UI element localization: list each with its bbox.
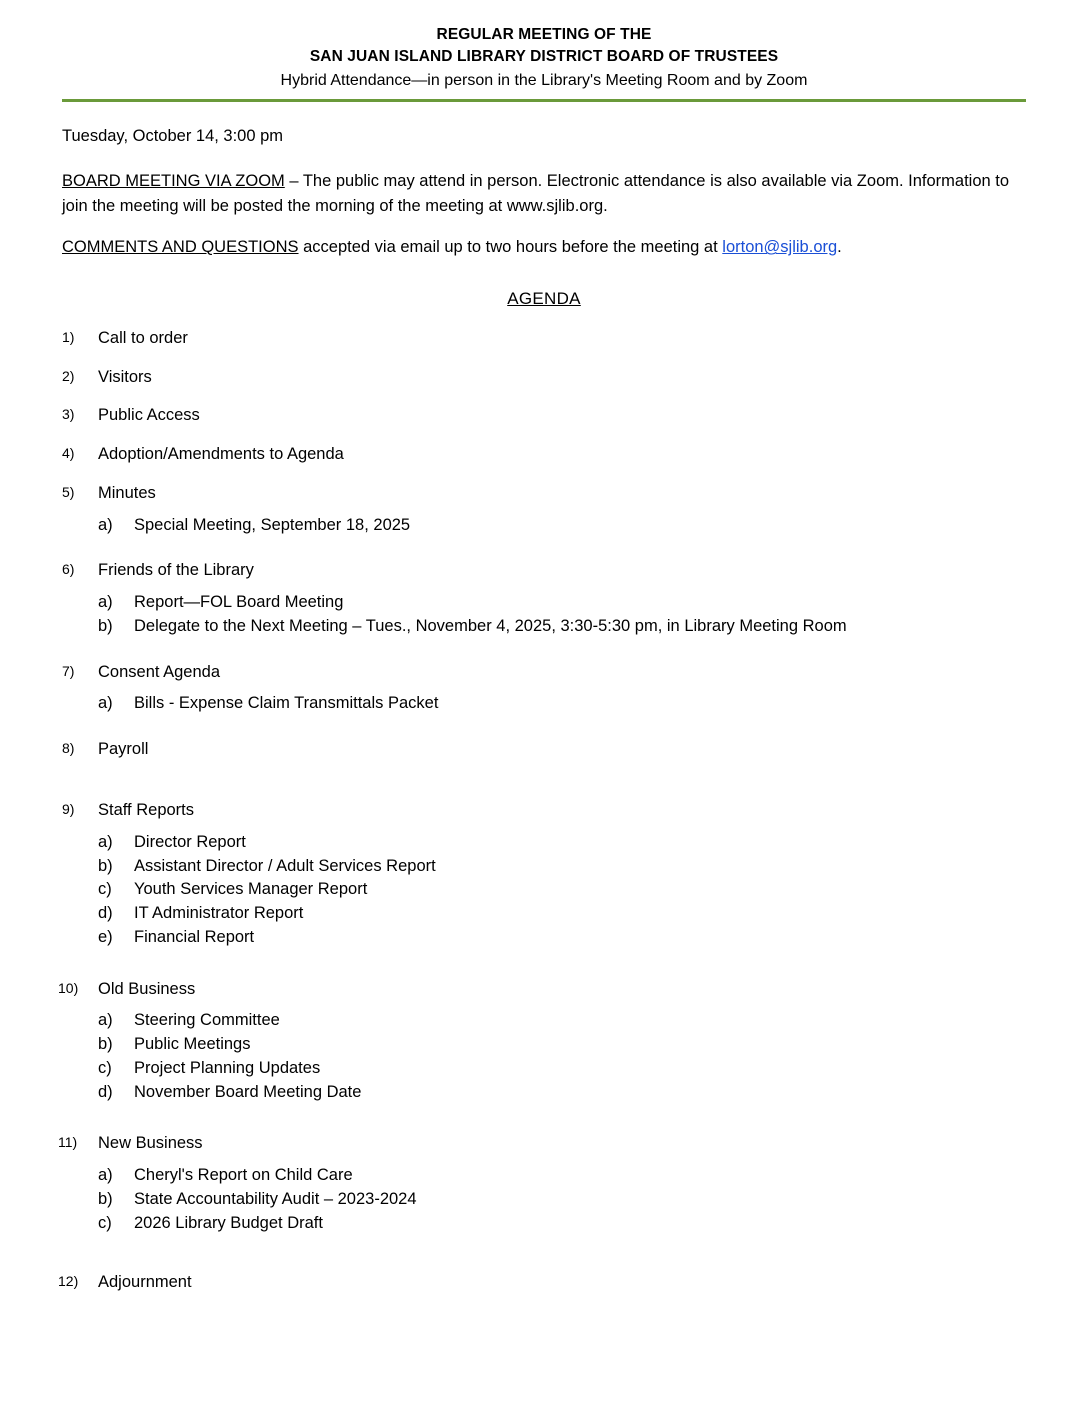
- agenda-item-label: Staff Reports: [98, 801, 194, 819]
- agenda-sub-item: [98, 1033, 1026, 1056]
- agenda-sub-label: Report—FOL Board Meeting: [134, 593, 344, 612]
- agenda-sub-letter: a): [98, 515, 113, 534]
- agenda-item-label: Consent Agenda: [98, 662, 221, 681]
- agenda-sub-letter: e): [98, 927, 113, 946]
- agenda-item-label: Adjournment: [98, 1273, 192, 1292]
- agenda-sub-label: Steering Committee: [134, 1011, 280, 1030]
- agenda-sub-item: [98, 926, 1026, 949]
- agenda-item: [58, 1270, 1026, 1295]
- zoom-notice: [62, 169, 1026, 219]
- agenda-sub-item: [98, 1081, 1026, 1104]
- agenda-item: [62, 798, 1026, 949]
- agenda-item-number: 7): [62, 662, 75, 679]
- agenda-item: [62, 365, 1026, 390]
- agenda-item-number: 1): [62, 328, 75, 345]
- agenda-sub-item: [98, 1009, 1026, 1032]
- agenda-sub-letter: b): [98, 1035, 113, 1054]
- agenda-item: [62, 442, 1026, 467]
- agenda-sub-letter: a): [98, 1166, 113, 1185]
- agenda-item-label: Payroll: [98, 740, 149, 759]
- agenda-sub-item: [98, 831, 1026, 854]
- agenda-sub-label: Financial Report: [134, 927, 255, 946]
- agenda-item-label: Minutes: [98, 483, 156, 502]
- agenda-sub-label: Director Report: [134, 832, 246, 851]
- agenda-sub-item: [98, 615, 1026, 638]
- agenda-item: [62, 326, 1026, 351]
- agenda-item-number: 6): [62, 561, 75, 578]
- agenda-sub-label: Bills - Expense Claim Transmittals Packet: [134, 694, 439, 713]
- meeting-datetime: Tuesday, October 14, 3:00 pm: [62, 127, 284, 146]
- agenda-sub-letter: a): [98, 832, 113, 851]
- agenda-sub-label: State Accountability Audit – 2023-2024: [134, 1189, 417, 1208]
- agenda-item-number: 4): [62, 445, 75, 462]
- agenda-sub-label: Delegate to the Next Meeting – Tues., November 4, 2025, 3:30-5:30 pm, in Library Meeting Room: [134, 616, 847, 635]
- agenda-sub-item: [98, 1212, 1026, 1235]
- agenda-sub-label: Cheryl's Report on Child Care: [134, 1166, 353, 1185]
- agenda-sub-letter: d): [98, 904, 113, 923]
- agenda-sub-letter: b): [98, 1189, 113, 1208]
- agenda-item-number: 8): [62, 740, 75, 757]
- agenda-sub-item: [98, 902, 1026, 925]
- agenda-item-number: 5): [62, 483, 75, 500]
- agenda-sub-item: [98, 878, 1026, 901]
- agenda-sub-label: 2026 Library Budget Draft: [134, 1213, 323, 1232]
- agenda-item-number: 11): [58, 1134, 78, 1151]
- agenda-sub-label: Public Meetings: [134, 1035, 251, 1054]
- header-line-2: SAN JUAN ISLAND LIBRARY DISTRICT BOARD OF TRUSTEES: [309, 48, 779, 66]
- agenda-sub-list: [98, 831, 1026, 949]
- comments-notice: [62, 235, 1026, 260]
- agenda-title: AGENDA: [507, 289, 581, 309]
- agenda-item: [58, 977, 1026, 1104]
- header-line-3: Hybrid Attendance—in person in the Library's Meeting Room and by Zoom: [280, 71, 808, 89]
- agenda-sub-list: [98, 1009, 1026, 1103]
- agenda-sub-label: November Board Meeting Date: [134, 1082, 362, 1101]
- agenda-sub-list: [98, 514, 1026, 537]
- document-header: [62, 24, 1026, 92]
- agenda-sub-letter: c): [98, 1213, 112, 1232]
- agenda-sub-letter: a): [98, 694, 113, 713]
- agenda-sub-item: [98, 1164, 1026, 1187]
- agenda-item-number: 12): [58, 1273, 79, 1290]
- agenda-sub-label: Special Meeting, September 18, 2025: [134, 515, 411, 534]
- agenda-item: [62, 737, 1026, 762]
- agenda-item: [62, 481, 1026, 537]
- agenda-item-label: Visitors: [98, 367, 152, 386]
- agenda-item-label: Public Access: [98, 406, 200, 425]
- zoom-notice-label: BOARD MEETING VIA ZOOM: [62, 172, 285, 191]
- agenda-sub-label: Youth Services Manager Report: [134, 880, 368, 899]
- agenda-item-label: Adoption/Amendments to Agenda: [98, 445, 344, 464]
- agenda-item-label: Old Business: [98, 979, 196, 998]
- header-divider: [62, 99, 1026, 102]
- comments-notice-text-after: .: [837, 238, 842, 257]
- agenda-sub-list: [98, 692, 1026, 715]
- agenda-sub-letter: c): [98, 1058, 112, 1077]
- agenda-item: [62, 660, 1026, 716]
- agenda-sub-letter: a): [98, 1011, 113, 1030]
- agenda-sub-item: [98, 591, 1026, 614]
- agenda-item-number: 2): [62, 367, 75, 384]
- agenda-sub-list: [98, 591, 1026, 638]
- agenda-item-number: 9): [62, 801, 75, 817]
- agenda-sub-item: [98, 855, 1026, 878]
- agenda-sub-label: IT Administrator Report: [134, 904, 304, 923]
- agenda-item: [58, 1131, 1026, 1234]
- agenda-sub-item: [98, 1188, 1026, 1211]
- contact-email-link[interactable]: lorton@sjlib.org: [722, 238, 838, 257]
- agenda-item-label: Friends of the Library: [98, 561, 254, 580]
- comments-notice-label: COMMENTS AND QUESTIONS: [62, 238, 299, 257]
- document-body: [58, 124, 1026, 1295]
- zoom-notice-text: – The public may attend in person. Electronic attendance is also available via Zoom. Information to join the meeting will be posted the morning of the meeting at www.sjlib.org.: [62, 172, 1010, 216]
- agenda-item-number: 10): [58, 979, 79, 996]
- agenda-sub-letter: d): [98, 1082, 113, 1101]
- agenda-sub-list: [98, 1164, 1026, 1234]
- agenda-item-label: Call to order: [98, 328, 188, 347]
- agenda-sub-item: [98, 514, 1026, 537]
- agenda-sub-letter: a): [98, 593, 113, 612]
- agenda-item: [62, 403, 1026, 428]
- header-line-1: REGULAR MEETING OF THE: [436, 26, 652, 43]
- agenda-sub-letter: c): [98, 880, 112, 899]
- agenda-item-number: 3): [62, 406, 75, 423]
- agenda-item: [62, 558, 1026, 637]
- agenda-sub-label: Assistant Director / Adult Services Report: [134, 856, 436, 875]
- agenda-item-label: New Business: [98, 1134, 203, 1153]
- agenda-sub-letter: b): [98, 856, 113, 875]
- agenda-sub-label: Project Planning Updates: [134, 1058, 321, 1077]
- agenda-sub-item: [98, 692, 1026, 715]
- agenda-list: [58, 326, 1026, 1295]
- agenda-sub-item: [98, 1057, 1026, 1080]
- agenda-sub-letter: b): [98, 616, 113, 635]
- comments-notice-text-before: accepted via email up to two hours before the meeting at: [298, 238, 723, 257]
